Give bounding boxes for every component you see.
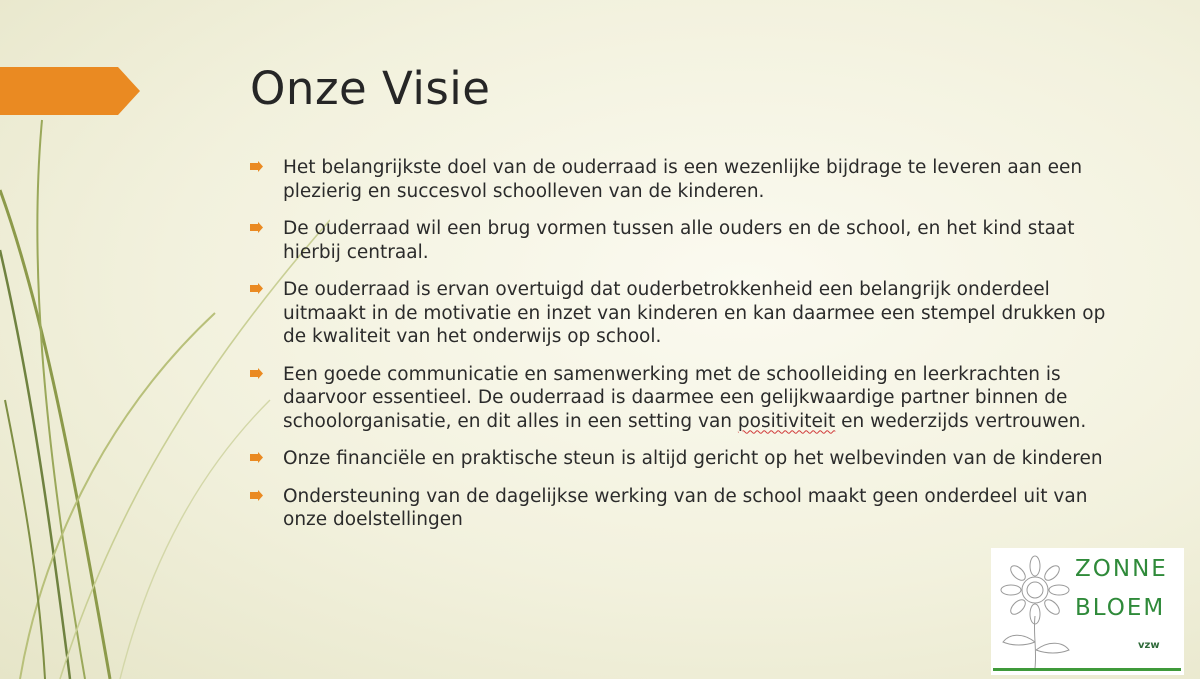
logo-text-line2: BLOEM [1075,595,1166,621]
bullet-text [283,364,1086,432]
logo-text-line1: ZONNE [1075,556,1168,582]
title-accent-arrow [0,67,140,115]
sunflower-icon [997,554,1077,668]
zonnebloem-logo [991,548,1184,675]
bullet-item [250,156,1130,203]
bullet-list [250,156,1130,546]
arrow-bullet-icon [250,452,263,463]
arrow-bullet-icon [250,161,263,172]
bullet-item [250,363,1130,434]
arrow-bullet-icon [250,368,263,379]
arrow-bullet-icon [250,490,263,501]
bullet-item [250,485,1130,532]
bullet-item [250,447,1130,471]
bullet-text: Ondersteuning van de dagelijkse werking van de school maakt geen onderdeel uit van onze doelstellingen [283,485,1088,530]
bullet-text: Het belangrijkste doel van de ouderraad is een wezenlijke bijdrage te leveren aan een plezierig en succesvol schoolleven van de kinderen. [283,157,1083,202]
bullet-text: Onze financiële en praktische steun is altijd gericht op het welbevinden van de kinderen [283,448,1103,469]
slide-title: Onze Visie [250,62,491,115]
bullet-text-part: Een goede communicatie en samenwerking met de schoolleiding en leerkrachten is daarvoor essentieel. De ouderraad is daarmee een gelijkwaardige partner binnen de schoolorganisatie, en dit alles in een setting van [283,363,1068,432]
bullet-item [250,217,1130,264]
bullet-item [250,278,1130,349]
logo-suffix: vzw [1138,640,1160,651]
arrow-bullet-icon [250,283,263,294]
bullet-text: De ouderraad wil een brug vormen tussen alle ouders en de school, en het kind staat hierbij centraal. [283,218,1075,263]
logo-underline [993,668,1181,671]
arrow-bullet-icon [250,222,263,233]
spellcheck-underlined-word: positiviteit [737,410,836,432]
bullet-text: De ouderraad is ervan overtuigd dat ouderbetrokkenheid een belangrijk onderdeel uitmaakt in de motivatie en inzet van kinderen en kan daarmee een stempel drukken op de kwaliteit van het onderwijs op school. [283,279,1106,347]
bullet-text-part: en wederzijds vertrouwen. [835,410,1087,432]
